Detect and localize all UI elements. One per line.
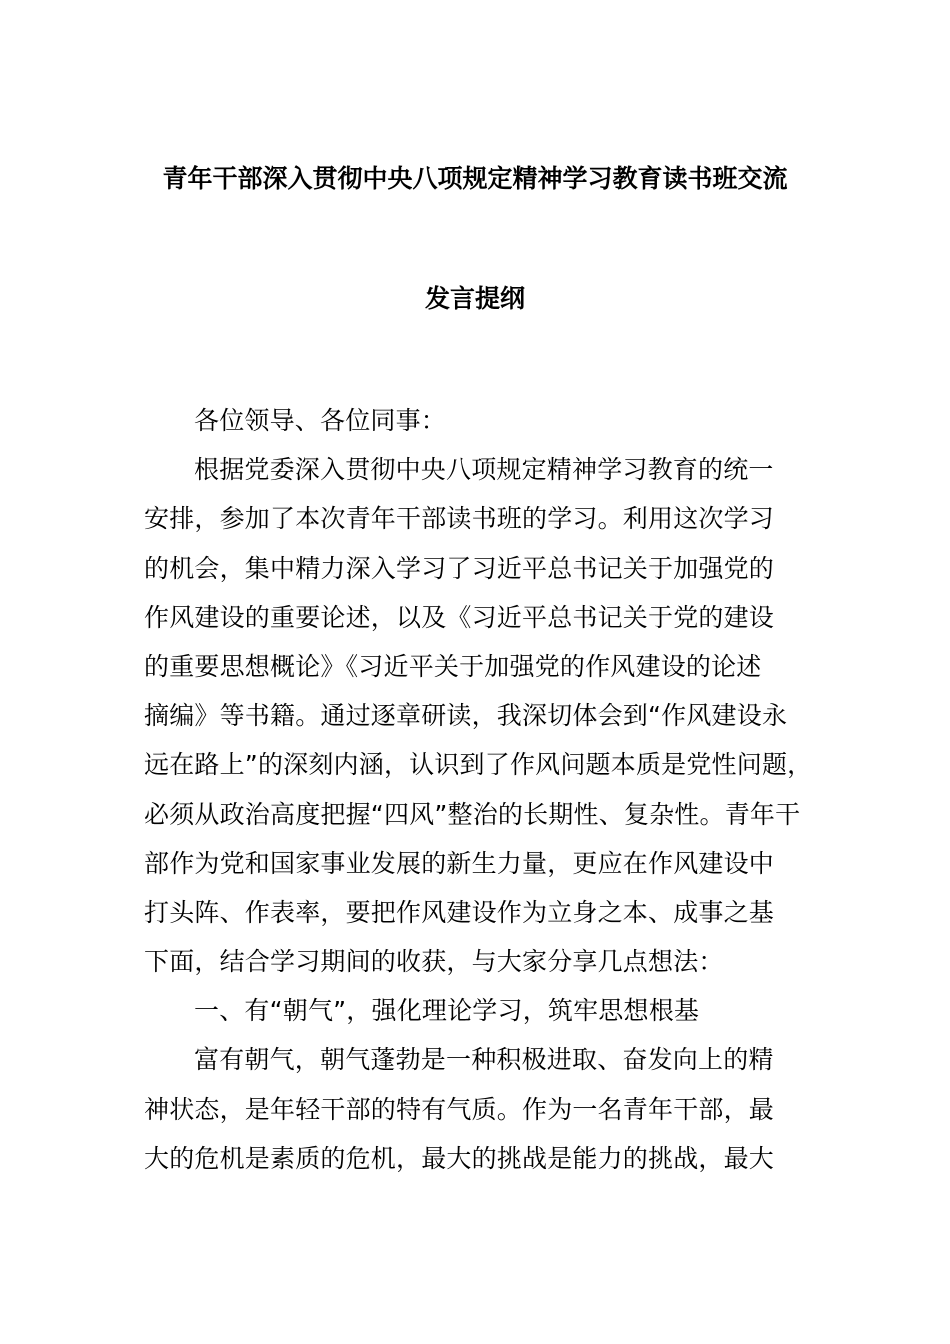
section-heading: 一、有“朝气”，强化理论学习，筑牢思想根基 xyxy=(194,996,700,1026)
body-line: 神状态，是年轻干部的特有气质。作为一名青年干部，最 xyxy=(144,1094,775,1124)
body-line: 各位领导、各位同事： xyxy=(194,406,447,435)
body-line: 的重要思想概论》《习近平关于加强党的作风建设的论述 xyxy=(144,651,762,681)
document-title-line2: 发言提纲 xyxy=(424,284,525,313)
body-line: 远在路上”的深刻内涵，认识到了作风问题本质是党性问题， xyxy=(144,750,813,780)
body-line: 打头阵、作表率，要把作风建设作为立身之本、成事之基 xyxy=(144,897,775,927)
body-line: 作风建设的重要论述，以及《习近平总书记关于党的建设 xyxy=(144,602,775,632)
document-title-line1: 青年干部深入贯彻中央八项规定精神学习教育读书班交流 xyxy=(162,164,788,193)
document-body xyxy=(144,396,814,1183)
body-line: 部作为党和国家事业发展的新生力量，更应在作风建设中 xyxy=(144,848,775,878)
body-line: 安排，参加了本次青年干部读书班的学习。利用这次学习 xyxy=(144,504,775,534)
body-line: 根据党委深入贯彻中央八项规定精神学习教育的统一 xyxy=(194,455,774,485)
body-line: 富有朝气，朝气蓬勃是一种积极进取、奋发向上的精 xyxy=(194,1045,774,1075)
body-line: 大的危机是素质的危机，最大的挑战是能力的挑战，最大 xyxy=(144,1143,775,1173)
body-line: 必须从政治高度把握“四风”整治的长期性、复杂性。青年干 xyxy=(144,799,801,829)
body-line: 的机会，集中精力深入学习了习近平总书记关于加强党的 xyxy=(144,553,775,583)
body-line: 摘编》等书籍。通过逐章研读，我深切体会到“作风建设永 xyxy=(144,701,788,731)
body-line: 下面，结合学习期间的收获，与大家分享几点想法： xyxy=(144,947,724,977)
